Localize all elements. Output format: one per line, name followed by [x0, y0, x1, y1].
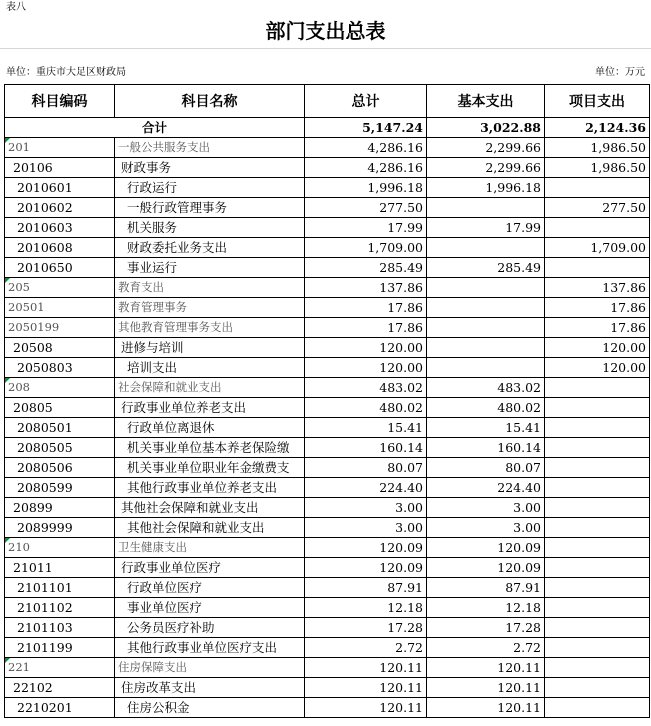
total-project-cell[interactable]: 2,124.36 — [545, 118, 650, 138]
cell-warning-indicator-icon — [5, 378, 10, 383]
account-name-cell[interactable]: 机关事业单位职业年金缴费支 — [115, 458, 305, 478]
header-row — [5, 85, 650, 118]
total-amount-cell[interactable]: 17.86 — [305, 318, 427, 338]
account-name-cell[interactable]: 机关事业单位基本养老保险缴 — [115, 438, 305, 458]
basic-amount-cell[interactable]: 1,996.18 — [427, 178, 545, 198]
total-amount-cell[interactable]: 3.00 — [305, 518, 427, 538]
total-amount-cell[interactable]: 224.40 — [305, 478, 427, 498]
account-name-cell[interactable]: 其他行政事业单位养老支出 — [115, 478, 305, 498]
project-amount-cell[interactable] — [545, 538, 650, 558]
table-row — [5, 478, 650, 498]
total-amount-cell[interactable]: 285.49 — [305, 258, 427, 278]
project-amount-cell[interactable]: 120.00 — [545, 358, 650, 378]
total-amount-cell[interactable]: 480.02 — [305, 398, 427, 418]
account-name-cell[interactable]: 事业单位医疗 — [115, 598, 305, 618]
basic-amount-cell[interactable]: 2,299.66 — [427, 138, 545, 158]
table-row — [5, 178, 650, 198]
project-amount-cell[interactable] — [545, 618, 650, 638]
page-title: 部门支出总表 — [265, 19, 386, 43]
account-name-cell[interactable]: 行政运行 — [115, 178, 305, 198]
total-sum-cell[interactable]: 5,147.24 — [305, 118, 427, 138]
total-basic-cell[interactable]: 3,022.88 — [427, 118, 545, 138]
account-code-cell[interactable]: 20508 — [5, 338, 115, 358]
table-row — [5, 418, 650, 438]
account-name-cell[interactable]: 行政事业单位医疗 — [115, 558, 305, 578]
project-amount-cell[interactable]: 17.86 — [545, 318, 650, 338]
account-code-cell[interactable]: 21011 — [5, 558, 115, 578]
account-code-cell[interactable]: 2101103 — [5, 618, 115, 638]
total-amount-cell[interactable]: 17.86 — [305, 298, 427, 318]
column-header-project[interactable]: 项目支出 — [545, 85, 650, 118]
basic-amount-cell[interactable] — [427, 278, 545, 298]
project-amount-cell[interactable] — [545, 178, 650, 198]
account-code-cell[interactable]: 2210201 — [5, 698, 115, 718]
table-row — [5, 598, 650, 618]
account-name-cell[interactable]: 培训支出 — [115, 358, 305, 378]
account-name-cell[interactable]: 行政单位医疗 — [115, 578, 305, 598]
account-name-cell[interactable]: 社会保障和就业支出 — [115, 378, 305, 398]
project-amount-cell[interactable] — [545, 598, 650, 618]
expenditure-table — [4, 84, 650, 718]
table-row — [5, 678, 650, 698]
basic-amount-cell[interactable]: 2,299.66 — [427, 158, 545, 178]
account-name-cell[interactable]: 其他教育管理事务支出 — [115, 318, 305, 338]
basic-amount-cell[interactable] — [427, 238, 545, 258]
account-name-cell[interactable]: 行政事业单位养老支出 — [115, 398, 305, 418]
total-amount-cell[interactable]: 87.91 — [305, 578, 427, 598]
total-amount-cell[interactable]: 15.41 — [305, 418, 427, 438]
table-row — [5, 538, 650, 558]
account-code-cell[interactable]: 20501 — [5, 298, 115, 318]
project-amount-cell[interactable] — [545, 658, 650, 678]
table-row — [5, 198, 650, 218]
table-row — [5, 518, 650, 538]
table-row — [5, 318, 650, 338]
basic-amount-cell[interactable]: 120.09 — [427, 558, 545, 578]
account-code-cell[interactable]: 221 — [5, 658, 115, 678]
project-amount-cell[interactable]: 1,986.50 — [545, 158, 650, 178]
basic-amount-cell[interactable] — [427, 318, 545, 338]
account-code-cell[interactable]: 20106 — [5, 158, 115, 178]
title-divider — [0, 48, 651, 49]
total-amount-cell[interactable]: 1,996.18 — [305, 178, 427, 198]
account-code-cell[interactable]: 2080506 — [5, 458, 115, 478]
project-amount-cell[interactable] — [545, 638, 650, 658]
total-amount-cell[interactable]: 3.00 — [305, 498, 427, 518]
basic-amount-cell[interactable]: 80.07 — [427, 458, 545, 478]
basic-amount-cell[interactable]: 17.99 — [427, 218, 545, 238]
account-name-cell[interactable]: 其他社会保障和就业支出 — [115, 498, 305, 518]
table-row — [5, 378, 650, 398]
project-amount-cell[interactable] — [545, 518, 650, 538]
project-amount-cell[interactable]: 277.50 — [545, 198, 650, 218]
account-code-cell[interactable]: 2050803 — [5, 358, 115, 378]
account-name-cell[interactable]: 教育管理事务 — [115, 298, 305, 318]
cell-warning-indicator-icon — [5, 658, 10, 663]
table-row — [5, 278, 650, 298]
project-amount-cell[interactable]: 17.86 — [545, 298, 650, 318]
table-row — [5, 358, 650, 378]
basic-amount-cell[interactable]: 87.91 — [427, 578, 545, 598]
total-amount-cell[interactable]: 120.09 — [305, 558, 427, 578]
project-amount-cell[interactable] — [545, 258, 650, 278]
basic-amount-cell[interactable]: 12.18 — [427, 598, 545, 618]
table-row — [5, 158, 650, 178]
table-row — [5, 398, 650, 418]
unit-organization: 单位：重庆市大足区财政局 — [6, 67, 126, 78]
table-row — [5, 458, 650, 478]
account-name-cell[interactable]: 其他行政事业单位医疗支出 — [115, 638, 305, 658]
total-amount-cell[interactable]: 120.00 — [305, 338, 427, 358]
account-name-cell[interactable]: 教育支出 — [115, 278, 305, 298]
project-amount-cell[interactable] — [545, 398, 650, 418]
project-amount-cell[interactable] — [545, 678, 650, 698]
account-code-cell[interactable]: 2080505 — [5, 438, 115, 458]
account-code-cell[interactable]: 2010608 — [5, 238, 115, 258]
table-row — [5, 138, 650, 158]
project-amount-cell[interactable]: 1,986.50 — [545, 138, 650, 158]
total-amount-cell[interactable]: 80.07 — [305, 458, 427, 478]
basic-amount-cell[interactable]: 2.72 — [427, 638, 545, 658]
basic-amount-cell[interactable] — [427, 198, 545, 218]
total-amount-cell[interactable]: 2.72 — [305, 638, 427, 658]
account-code-cell[interactable]: 2080599 — [5, 478, 115, 498]
account-name-cell[interactable]: 其他社会保障和就业支出 — [115, 518, 305, 538]
column-header-code[interactable]: 科目编码 — [5, 85, 115, 118]
account-code-cell[interactable]: 20805 — [5, 398, 115, 418]
account-code-cell[interactable]: 2101199 — [5, 638, 115, 658]
table-row — [5, 298, 650, 318]
account-code-cell[interactable]: 2089999 — [5, 518, 115, 538]
total-amount-cell[interactable]: 120.09 — [305, 538, 427, 558]
project-amount-cell[interactable] — [545, 418, 650, 438]
total-label[interactable]: 合计 — [5, 118, 305, 138]
basic-amount-cell[interactable]: 120.09 — [427, 538, 545, 558]
basic-amount-cell[interactable]: 17.28 — [427, 618, 545, 638]
account-name-cell[interactable]: 事业运行 — [115, 258, 305, 278]
account-name-cell[interactable]: 行政单位离退休 — [115, 418, 305, 438]
account-code-cell[interactable]: 20899 — [5, 498, 115, 518]
project-amount-cell[interactable] — [545, 378, 650, 398]
basic-amount-cell[interactable]: 15.41 — [427, 418, 545, 438]
project-amount-cell[interactable] — [545, 578, 650, 598]
total-amount-cell[interactable]: 120.11 — [305, 678, 427, 698]
table-row — [5, 618, 650, 638]
basic-amount-cell[interactable]: 3.00 — [427, 498, 545, 518]
unit-currency: 单位：万元 — [595, 67, 645, 78]
account-code-cell[interactable]: 2010650 — [5, 258, 115, 278]
column-header-basic[interactable]: 基本支出 — [427, 85, 545, 118]
total-amount-cell[interactable]: 277.50 — [305, 198, 427, 218]
project-amount-cell[interactable]: 137.86 — [545, 278, 650, 298]
account-code-cell[interactable]: 208 — [5, 378, 115, 398]
account-code-cell[interactable]: 2101102 — [5, 598, 115, 618]
project-amount-cell[interactable] — [545, 438, 650, 458]
account-name-cell[interactable]: 公务员医疗补助 — [115, 618, 305, 638]
basic-amount-cell[interactable] — [427, 338, 545, 358]
account-name-cell[interactable]: 进修与培训 — [115, 338, 305, 358]
total-row — [5, 118, 650, 138]
table-row — [5, 698, 650, 718]
account-code-cell[interactable]: 22102 — [5, 678, 115, 698]
account-name-cell[interactable]: 卫生健康支出 — [115, 538, 305, 558]
account-code-cell[interactable]: 2050199 — [5, 318, 115, 338]
project-amount-cell[interactable]: 120.00 — [545, 338, 650, 358]
total-amount-cell[interactable]: 120.11 — [305, 658, 427, 678]
table-row — [5, 638, 650, 658]
account-name-cell[interactable]: 财政委托业务支出 — [115, 238, 305, 258]
project-amount-cell[interactable] — [545, 698, 650, 718]
column-header-name[interactable]: 科目名称 — [115, 85, 305, 118]
account-code-cell[interactable]: 2010601 — [5, 178, 115, 198]
cell-warning-indicator-icon — [5, 278, 10, 283]
total-amount-cell[interactable]: 483.02 — [305, 378, 427, 398]
total-amount-cell[interactable]: 137.86 — [305, 278, 427, 298]
project-amount-cell[interactable] — [545, 458, 650, 478]
basic-amount-cell[interactable] — [427, 298, 545, 318]
account-name-cell[interactable]: 一般行政管理事务 — [115, 198, 305, 218]
basic-amount-cell[interactable]: 120.11 — [427, 658, 545, 678]
total-amount-cell[interactable]: 17.28 — [305, 618, 427, 638]
table-row — [5, 238, 650, 258]
project-amount-cell[interactable]: 1,709.00 — [545, 238, 650, 258]
project-amount-cell[interactable] — [545, 558, 650, 578]
account-code-cell[interactable]: 2101101 — [5, 578, 115, 598]
table-number-label: 表八 — [6, 2, 26, 13]
table-row — [5, 218, 650, 238]
account-code-cell[interactable]: 205 — [5, 278, 115, 298]
basic-amount-cell[interactable]: 224.40 — [427, 478, 545, 498]
account-name-cell[interactable]: 住房保障支出 — [115, 658, 305, 678]
basic-amount-cell[interactable]: 3.00 — [427, 518, 545, 538]
basic-amount-cell[interactable]: 120.11 — [427, 678, 545, 698]
account-code-cell[interactable]: 2010602 — [5, 198, 115, 218]
basic-amount-cell[interactable]: 480.02 — [427, 398, 545, 418]
total-amount-cell[interactable]: 120.00 — [305, 358, 427, 378]
table-row — [5, 558, 650, 578]
total-amount-cell[interactable]: 17.99 — [305, 218, 427, 238]
basic-amount-cell[interactable] — [427, 358, 545, 378]
basic-amount-cell[interactable]: 120.11 — [427, 698, 545, 718]
table-row — [5, 498, 650, 518]
project-amount-cell[interactable] — [545, 478, 650, 498]
table-row — [5, 258, 650, 278]
table-row — [5, 578, 650, 598]
cell-warning-indicator-icon — [5, 538, 10, 543]
total-amount-cell[interactable]: 4,286.16 — [305, 158, 427, 178]
project-amount-cell[interactable] — [545, 218, 650, 238]
total-amount-cell[interactable]: 120.11 — [305, 698, 427, 718]
total-amount-cell[interactable]: 4,286.16 — [305, 138, 427, 158]
basic-amount-cell[interactable]: 285.49 — [427, 258, 545, 278]
basic-amount-cell[interactable]: 483.02 — [427, 378, 545, 398]
account-name-cell[interactable]: 住房改革支出 — [115, 678, 305, 698]
account-code-cell[interactable]: 2010603 — [5, 218, 115, 238]
account-name-cell[interactable]: 机关服务 — [115, 218, 305, 238]
account-code-cell[interactable]: 210 — [5, 538, 115, 558]
total-amount-cell[interactable]: 12.18 — [305, 598, 427, 618]
table-row — [5, 658, 650, 678]
table-row — [5, 338, 650, 358]
total-amount-cell[interactable]: 160.14 — [305, 438, 427, 458]
cell-warning-indicator-icon — [5, 138, 10, 143]
project-amount-cell[interactable] — [545, 498, 650, 518]
account-code-cell[interactable]: 2080501 — [5, 418, 115, 438]
account-name-cell[interactable]: 一般公共服务支出 — [115, 138, 305, 158]
account-name-cell[interactable]: 住房公积金 — [115, 698, 305, 718]
basic-amount-cell[interactable]: 160.14 — [427, 438, 545, 458]
total-amount-cell[interactable]: 1,709.00 — [305, 238, 427, 258]
column-header-total[interactable]: 总计 — [305, 85, 427, 118]
account-code-cell[interactable]: 201 — [5, 138, 115, 158]
table-row — [5, 438, 650, 458]
account-name-cell[interactable]: 财政事务 — [115, 158, 305, 178]
